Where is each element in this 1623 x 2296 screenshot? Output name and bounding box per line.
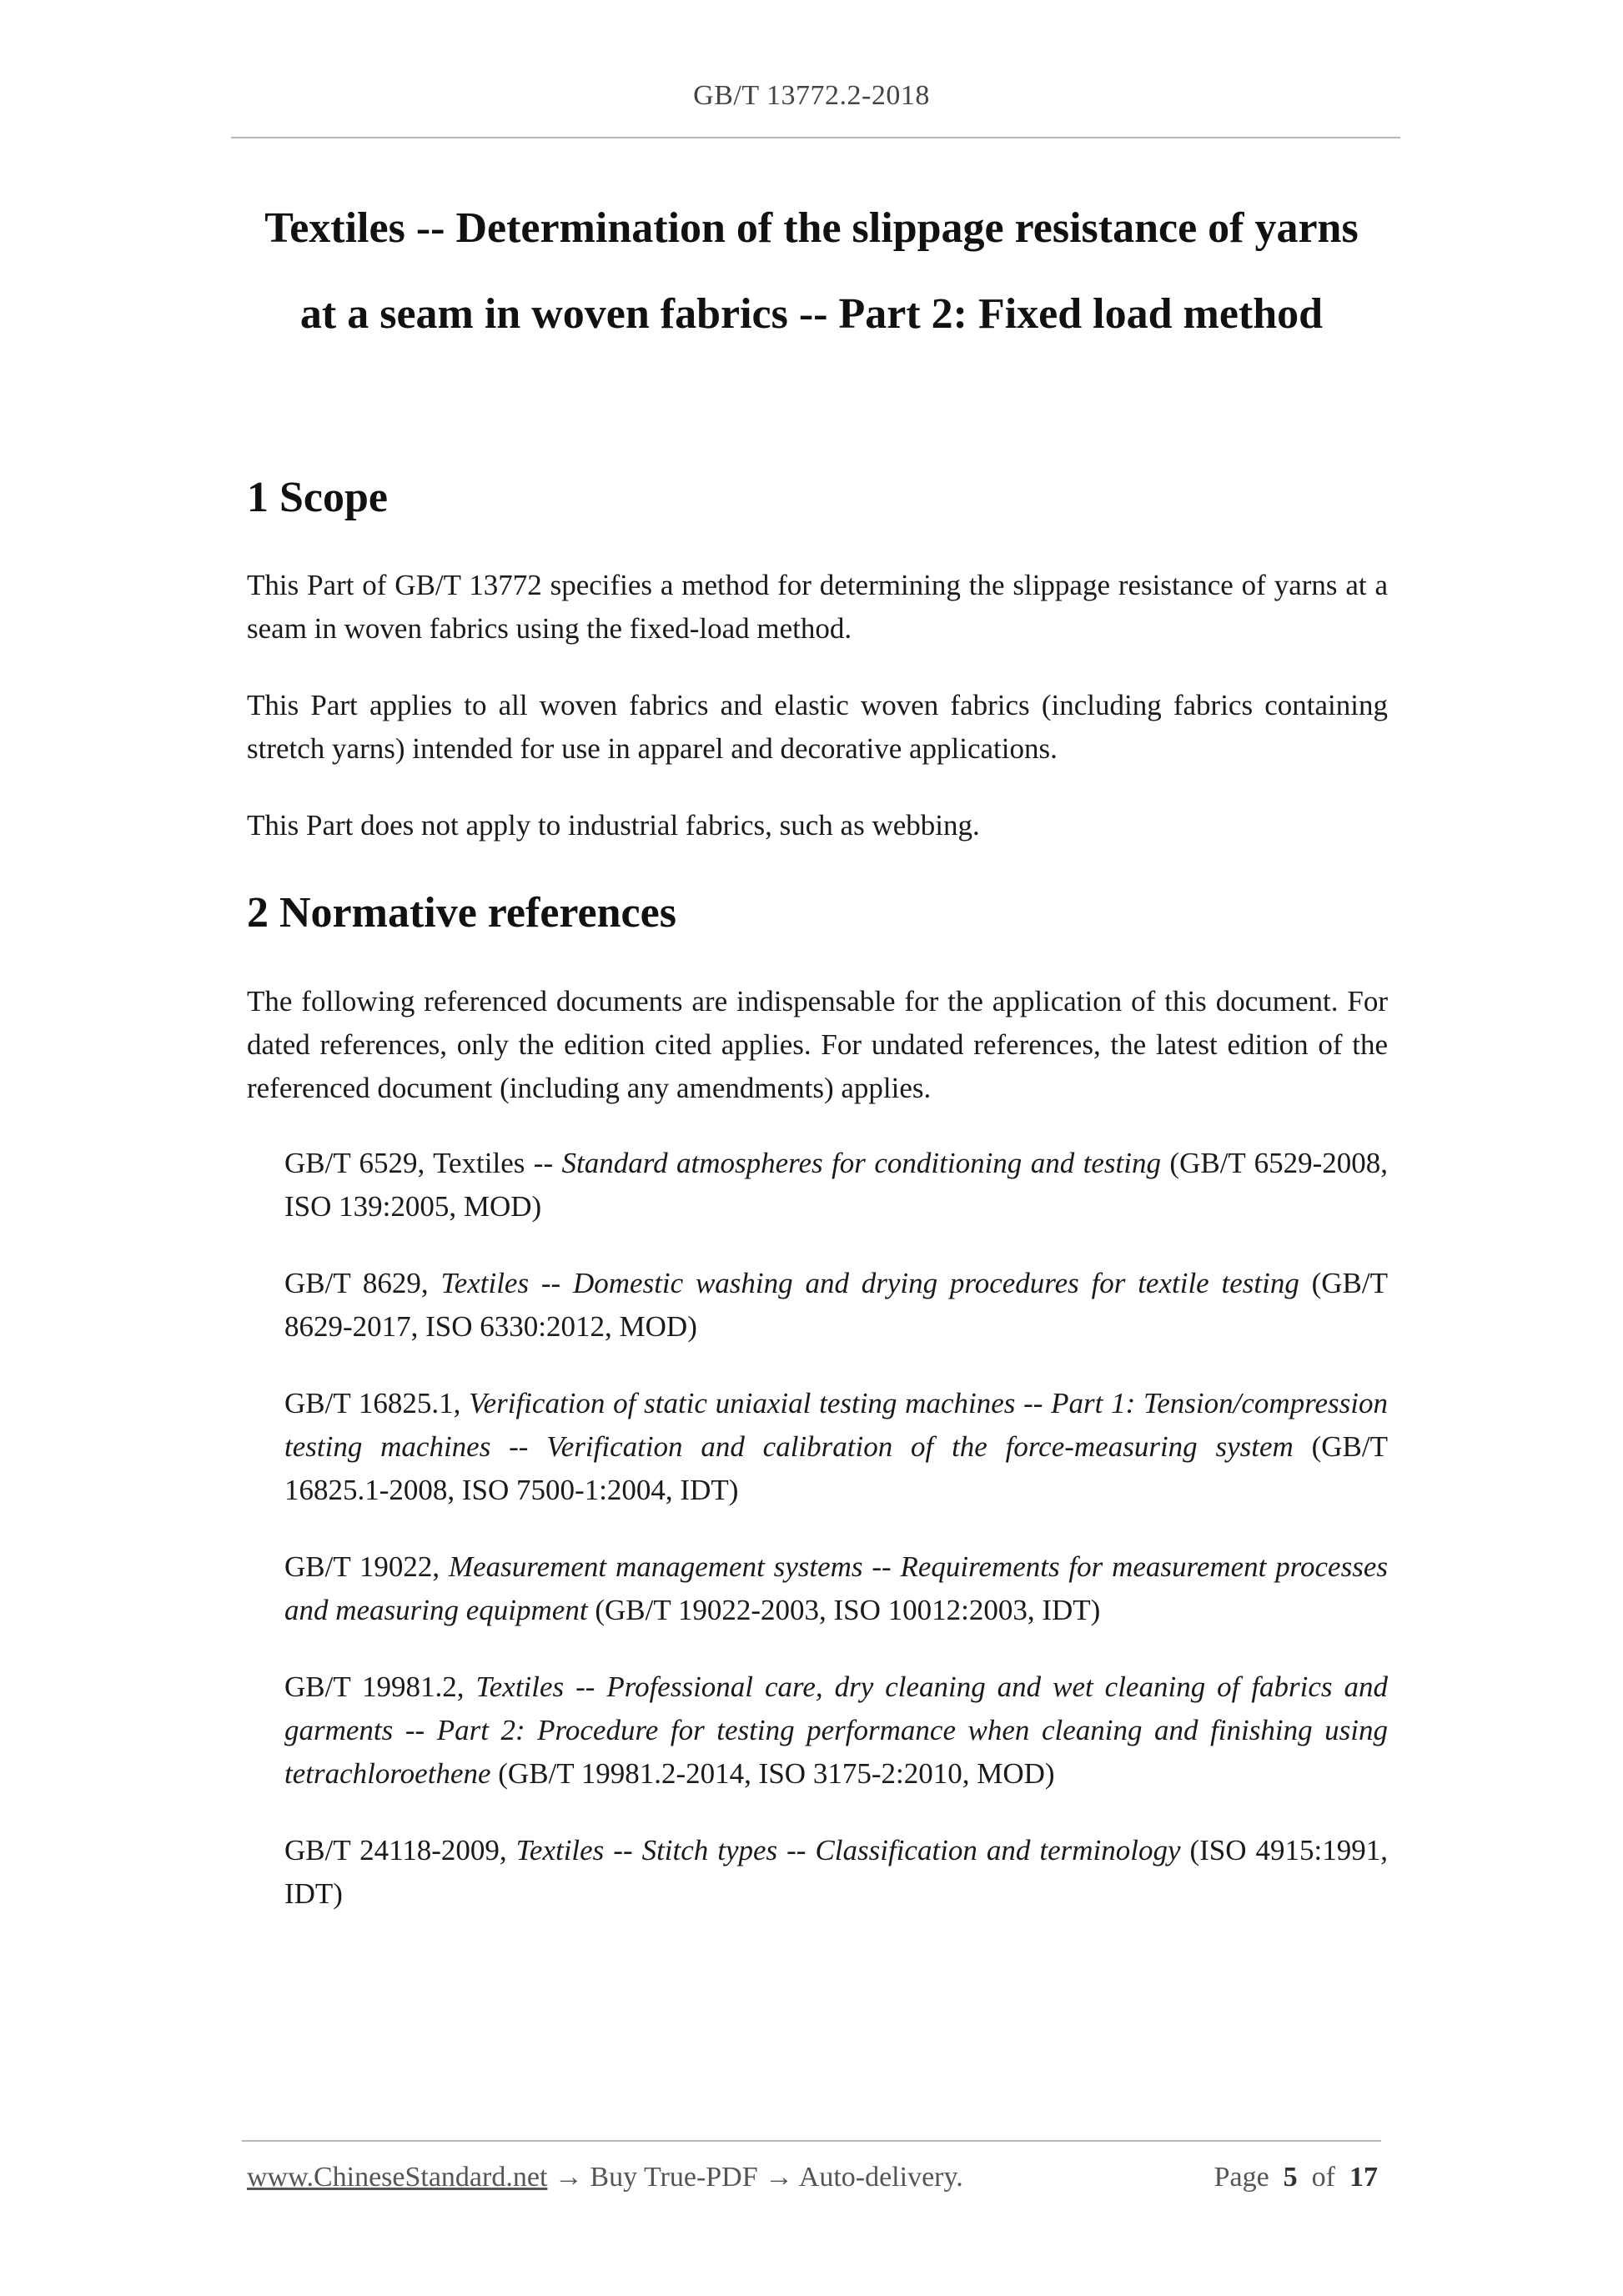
section-heading-normative-references: 2 Normative references [247, 889, 676, 937]
footer-promo [247, 2162, 963, 2193]
document-title [167, 185, 1456, 357]
footer-divider [242, 2140, 1381, 2142]
page-header: GB/T 13772.2-2018 [693, 80, 930, 111]
reference-item: GB/T 19022, Measurement management systems -- Requirements for measurement processes and measuring equipment (GB/T 19022-2003, ISO 10012:2003, IDT) [284, 1550, 1388, 1626]
scope-paragraph-1: This Part of GB/T 13772 specifies a method for determining the slippage resistance of yarns at a seam in woven fabrics using the fixed-load method. [247, 569, 1388, 646]
scope-paragraph-3: This Part does not apply to industrial fabrics, such as webbing. [247, 809, 980, 842]
of-label: of [1311, 2162, 1335, 2193]
page-total: 17 [1349, 2162, 1378, 2193]
scope-paragraph-2: This Part applies to all woven fabrics and elastic woven fabrics (including fabrics containing stretch yarns) intended for use in apparel and decorative applications. [247, 689, 1388, 766]
header-divider [231, 137, 1400, 138]
page-number: 5 [1283, 2162, 1298, 2193]
reference-item: GB/T 6529, Textiles -- Standard atmospheres for conditioning and testing (GB/T 6529-2008, ISO 139:2005, MOD) [284, 1146, 1388, 1223]
auto-delivery-text: Auto-delivery. [798, 2162, 963, 2193]
website-link[interactable]: www.ChineseStandard.net [247, 2162, 548, 2193]
reference-item: GB/T 8629, Textiles -- Domestic washing and drying procedures for textile testing (GB/T 8629-2017, ISO 6330:2012, MOD) [284, 1266, 1388, 1343]
buy-pdf-text: Buy True-PDF [590, 2162, 758, 2193]
page-counter [1214, 2162, 1378, 2193]
arrow-right-icon: → [554, 2162, 583, 2193]
reference-item: GB/T 19981.2, Textiles -- Professional care, dry cleaning and wet cleaning of fabrics and garments -- Part 2: Procedure for testing performance when cleaning and finishing using tetrachloroethene (GB/T 19981.2-2014, ISO 3175-2:2010, MOD) [284, 1670, 1389, 1790]
title-line-1: Textiles -- Determination of the slippage resistance of yarns [264, 204, 1359, 252]
title-line-2: at a seam in woven fabrics -- Part 2: Fixed load method [299, 290, 1324, 338]
section-heading-scope: 1 Scope [247, 474, 388, 521]
reference-item: GB/T 16825.1, Verification of static uniaxial testing machines -- Part 1: Tension/compression testing machines -- Verification and calibration of the force-measuring system (GB/T 16825.1-2008, ISO 7500-1:2004, IDT) [284, 1386, 1389, 1506]
page-label: Page [1213, 2162, 1269, 2193]
document-body [247, 472, 1388, 1916]
reference-item: GB/T 24118-2009, Textiles -- Stitch types -- Classification and terminology (ISO 4915:1991, IDT) [284, 1833, 1388, 1910]
normative-intro: The following referenced documents are indispensable for the application of this document. For dated references, only the edition cited applies. For undated references, the latest edition of the referenced document (including any amendments) applies. [247, 984, 1388, 1104]
arrow-right-icon: → [765, 2162, 794, 2193]
